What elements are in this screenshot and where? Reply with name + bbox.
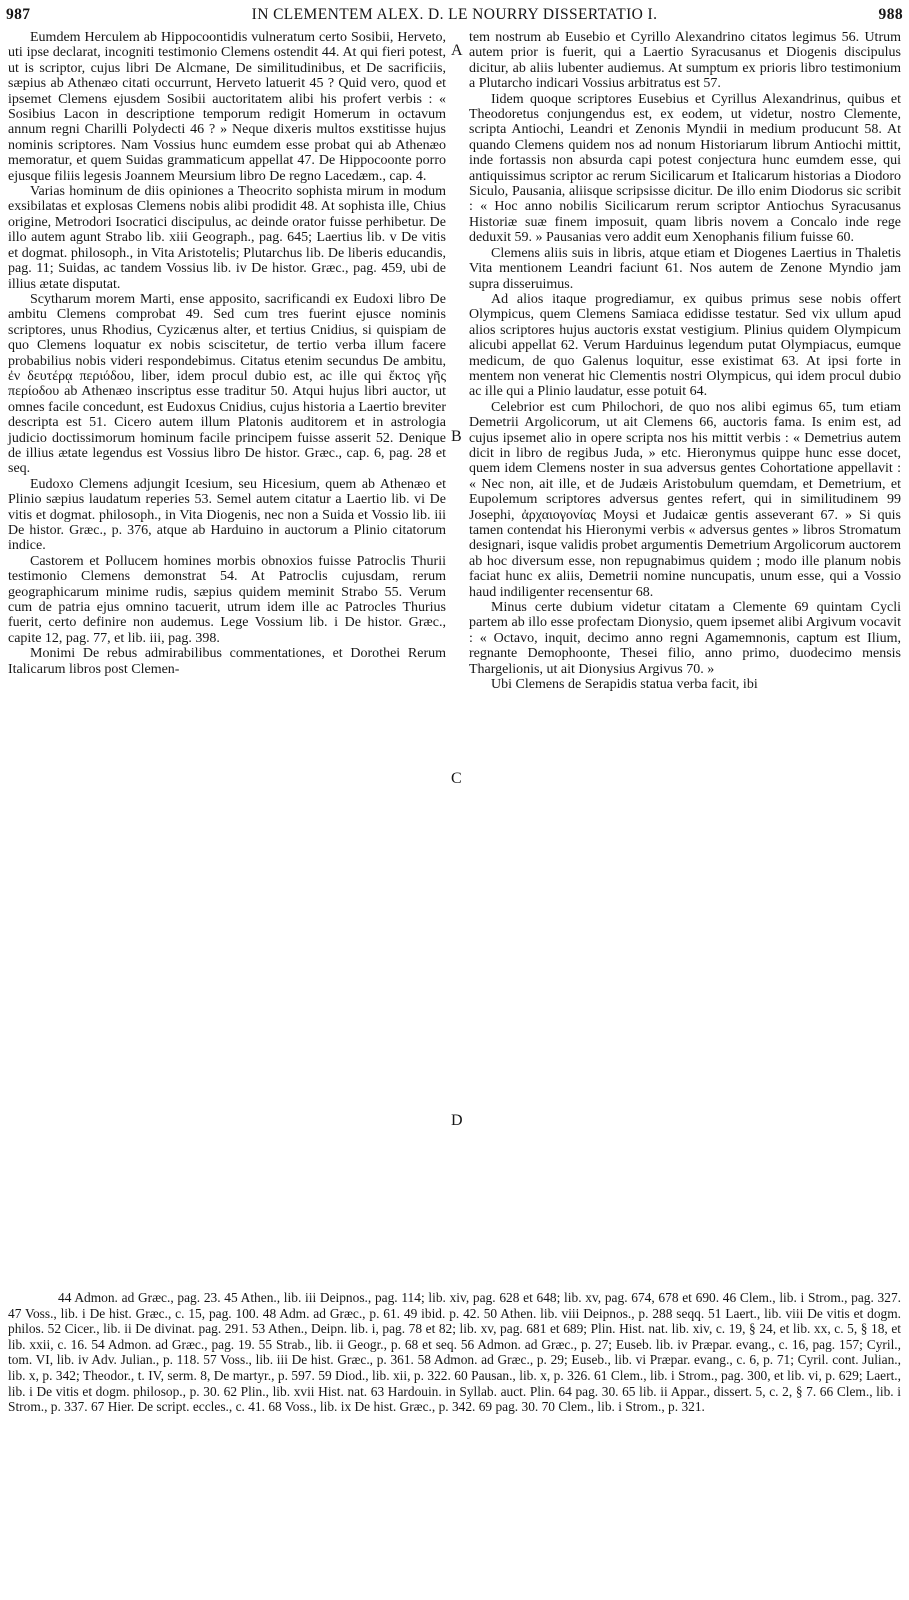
paragraph: Ubi Clemens de Serapidis statua verba facit, ibi: [491, 677, 758, 693]
right-column: [469, 30, 901, 692]
paragraph: Varias hominum de diis opiniones a Theocrito sophista mirum in modum exsibilatas et explosas Clemens nobis alibi prodidit 48. At sophista ille, Chius origine, Metrodori Isocratici discipulus, ac deinde orator fuisse perhibetur. De illo autem agunt Strabo lib. xiii Geograph., pag. 645; Laertius lib. v De vitis et dogmat. philosoph., in Vita Aristotelis; Plutarchus lib. De liberis educandis, pag. 11; Suidas, ac tandem Vossius lib. iv De histor. Græc., pag. 459, ubi de illius ætate disputat.: [8, 184, 446, 292]
footnotes-text: 44 Admon. ad Græc., pag. 23. 45 Athen., lib. iii Deipnos., pag. 114; lib. xiv, pag. 628 et 648; lib. xv, pag. 674, 678 et 690. 46 Clem., lib. i Strom., pag. 327. 47 Voss., lib. i De hist. Græc., c. 15, pag. 100. 48 Adm. ad Græc., p. 61. 49 ibid. p. 42. 50 Athen. lib. viii Deipnos., p. 288 seqq. 51 Laert., lib. viii De vitis et dogm. philos. 52 Cicer., lib. ii De divinat. pag. 291. 53 Athen., Deipn. lib. i, pag. 78 et 82; lib. xv, pag. 681 et 689; Plin. Hist. nat. lib. xiv, c. 19, § 24, et lib. xx, c. 5, § 18, et lib. xxii, c. 16. 54 Admon. ad Græc., pag. 19. 55 Strab., lib. ii Geogr., p. 68 et seq. 56 Admon. ad Græc., p. 27; Euseb. lib. iv Præpar. evang., c. 16, pag. 157; Cyril., tom. VI, lib. iv Adv. Julian., p. 118. 57 Voss., lib. iii De hist. Græc., p. 361. 58 Admon. ad Græc., p. 29; Euseb., lib. vi Præpar. evang., c. 6, p. 71; Cyril. cont. Julian., lib. x, p. 342; Theodor., t. IV, serm. 8, De martyr., p. 597. 59 Diod., lib. xii, p. 322. 60 Pausan., lib. x, p. 326. 61 Clem., lib. i Strom., pag. 300, et lib. vi, p. 629; Laert., lib. i De vitis et dogm. philosop., p. 30. 62 Plin., lib. xvii Hist. nat. 63 Hardouin. in Syllab. auct. Plin. 64 pag. 30. 65 lib. ii Appar., dissert. 5, c. 2, § 7. 66 Clem., lib. i Strom., p. 337. 67 Hier. De script. eccles., c. 41. 68 Voss., lib. ix De hist. Græc., p. 342. 69 pag. 30. 70 Clem., lib. i Strom., p. 321.: [8, 1290, 901, 1415]
paragraph: Eudoxo Clemens adjungit Icesium, seu Hicesium, quem ab Athenæo et Plinio sæpius laudatum reperies 53. Semel autem citatur a Laertio lib. vi De vitis et dogmat. philosoph., in Vita Diogenis, nec non a Suida et Vossio lib. iii De histor. Græc., p. 376, atque ab Harduino in auctorum a Plinio citatorum indice.: [8, 476, 446, 554]
footnotes: [8, 1290, 901, 1415]
paragraph: tem nostrum ab Eusebio et Cyrillo Alexandrino citatos legimus 56. Utrum autem prior is fuerit, qui a Laertio Syracusanus et Diogenis discipulus dicitur, ab aliis lubenter audiemus. At sumptum ex prioris libro testimonium a Plutarcho indicari Vossius arbitratus est 57.: [469, 30, 901, 92]
running-header: [6, 6, 903, 30]
page-number-right: 988: [878, 6, 903, 23]
margin-letter: B: [451, 428, 462, 445]
page-title: IN CLEMENTEM ALEX. D. LE NOURRY DISSERTATIO I.: [251, 6, 658, 23]
paragraph: Eumdem Herculem ab Hippocoontidis vulneratum certo Sosibii, Herveto, uti ipse declarat, incogniti testimonio Clemens ostendit 44. At qui fieri potest, ut is scriptor, cujus libri De Alcmane, De similitudinibus, et De sacrificiis, sæpius ab Athenæo citati occurrunt, Herveto latuerit 45 ? Quid vero, quod et ipsemet Clemens ejusdem Sosibii auctoritatem alibi his profert verbis : « Sosibius Lacon in descriptione temporum redigit Homerum in octavum annum regni Charilli Polydecti 46 ? » Neque dixeris multos exstitisse hujus nominis scriptores. Nam Vossius hunc eumdem esse probat qui ab Athenæo memoratur, et quem Suidas grammaticum appellat 47. De Hippocoonte porro ejusque filiis legesis Joannem Meursium libro De regno Lacedæm., cap. 4.: [8, 30, 446, 184]
margin-letter: C: [451, 770, 462, 787]
page-number-left: 987: [6, 6, 31, 23]
paragraph: Monimi De rebus admirabilibus commentationes, et Dorothei Rerum Italicarum libros post Clemen-: [8, 646, 446, 677]
paragraph: Ad alios itaque progrediamur, ex quibus primus sese nobis offert Olympicus, quem Clemens Samiaca edidisse testatur. Sed vix ullum apud alios scriptores hujus auctoris exstat vestigium. Plinius quidem Olympicum alicubi appellat 62. Verum Harduinus legendum putat Olympiacus, eumque medicum, de quo Galenus loquitur, esse existimat 63. At ipsi forte in mentem non venerat hic Clementis nostri Olympicus, qui idem procul dubio ac ille qui a Plinio laudatur, esse potuit 64.: [469, 291, 901, 400]
paragraph: Scytharum morem Marti, ense apposito, sacrificandi ex Eudoxi libro De ambitu Clemens comprobat 49. Sed cum tres fuerint ejusce nominis scriptores, unus Rhodius, Cyzicænus alter, et tertius Cnidius, si quispiam de quo Clemens loquatur ex nobis sciscitetur, de tertio verba illum facere probabilius nobis videri respondebimus. Citatus etenim secundus De ambitu, ἐν δευτέρᾳ περιόδου, liber, idem procul dubio est, ac ille qui ἔκτος γῆς περίοδου ab Athenæo inscriptus esse traditur 50. Atqui hujus libri auctor, ut omnes facile concedunt, est Eudoxus Cnidius, cujus historia a Laertio breviter descripta est 51. Cicero autem illum Platonis auditorem et in astrologia judicio doctissimorum hominum facile principem fuisse asserit 52. Denique de illius ætate legendus est Vossius libro De histor. Græc., cap. 6, pag. 28 et seq.: [8, 291, 446, 477]
paragraph: Castorem et Pollucem homines morbis obnoxios fuisse Patroclis Thurii testimonio Clemens demonstrat 54. At Patroclis cujusdam, rerum geographicarum minime rudis, sæpius quidem meminit Strabo 55. Verum cum de patria ejus omnino tacuerit, utrum idem ille ac Patrocles Thurius fuerit, certo definire non audemus. Lege Vossium lib. i De histor. Græc., capite 12, pag. 77, et lib. iii, pag. 398.: [8, 553, 446, 646]
paragraph: Iidem quoque scriptores Eusebius et Cyrillus Alexandrinus, quibus et Theodoretus conjungendus est, ex eodem, ut videtur, nostro Clemente, scripta Antiochi, Leandri et Zenonis Myndii in medium producunt 58. At quando Clemens quidem nos ad nonum Historiarum librum Antiochi mittit, inde fortassis non absurda capi potest conjectura hunc eumdem esse, qui antiquissimus scriptor ac rerum Sicilicarum et Italicarum historias a Diodoro Siculo, Pausania, aliisque scripsisse dicitur. De illo enim Diodorus sic scribit : « Hoc anno nobilis Sicilicarum rerum scriptor Antiochus Syracusanus Historiæ suæ finem imposuit, quam libris novem a Concalo inde rege deduxit 59. » Pausanias vero addit eum Xenophanis filium fuisse 60.: [469, 91, 901, 246]
paragraph: Clemens aliis suis in libris, atque etiam et Diogenes Laertius in Thaletis Vita mentionem Leandri faciunt 61. Nos autem de Zenone Myndio jam supra disseruimus.: [469, 245, 901, 292]
margin-letter: A: [451, 42, 463, 59]
paragraph: Celebrior est cum Philochori, de quo nos alibi egimus 65, tum etiam Demetrii Argolicorum, ut ait Clemens 66, auctoris fama. Is enim est, ad cujus ipsemet alio in opere scripta nos his mittit verbis : « Demetrius autem dicit in libro de regibus Juda, » etc. Hieronymus quippe hunc esse docet, quem idem Clemens noster in sua adversus gentes Cohortatione appellavit : « Nec non, ait ille, et de Judæis Aristobulum quemdam, et Demetrium, et Eupolemum scriptores adversus gentes refert, qui in similitudinem 99 Josephi, ἀρχαιογονίας Moysi et Judaicæ gentis asseverant 67. » Si quis tamen contendat his Hieronymi verbis « adversus gentes » libros Stromatum designari, isque validis probet argumentis Demetrium Argolicorum auctorem ab hoc diversum esse, non repugnabimus quidem ; modo ille planum nobis faciat hunc ex aliis, Demetrii nomine nuncupatis, unum esse, qui a Vossio haud indiligenter recensentur 68.: [469, 399, 901, 600]
margin-letter: D: [451, 1112, 463, 1129]
paragraph: Minus certe dubium videtur citatam a Clemente 69 quintam Cycli partem ab illo esse profectam Dionysio, quem ipsemet alibi Argivum vocavit : « Octavo, inquit, decimo anno regni Agamemnonis, captum est Ilium, regnante Demophoonte, Thesei filio, anno primo, duodecimo mensis Thargelionis, ut ait Dionysius Argivus 70. »: [469, 600, 901, 677]
left-column: [8, 30, 446, 677]
